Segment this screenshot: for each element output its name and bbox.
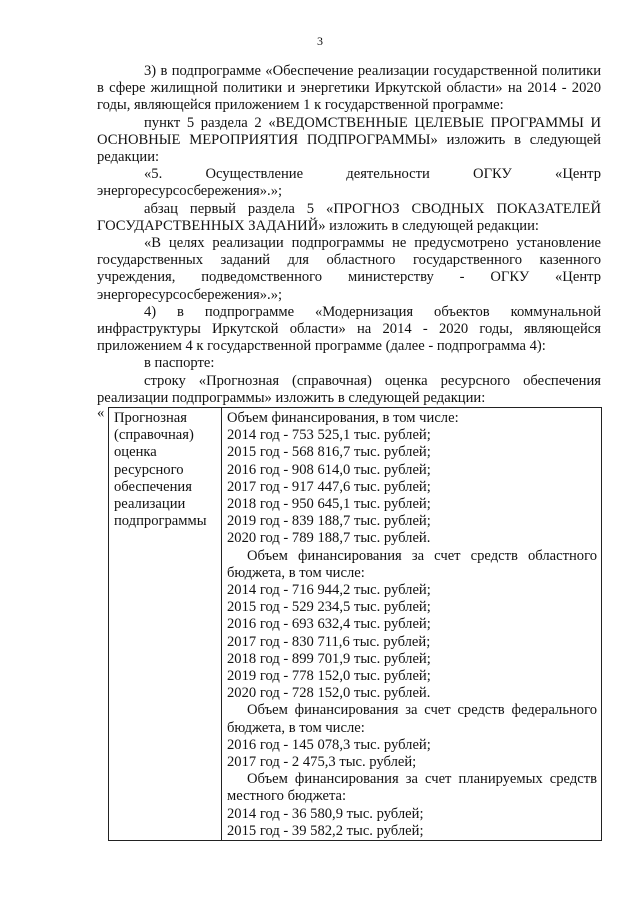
- total-year-line: 2017 год - 917 447,6 тыс. рублей;: [227, 478, 431, 495]
- regional-year-line: 2017 год - 830 711,6 тыс. рублей;: [227, 633, 431, 650]
- federal-heading: Объем финансирования за счет средств федерального: [247, 702, 597, 719]
- paragraph-passport: в паспорте:: [144, 355, 215, 372]
- regional-year-line: 2020 год - 728 152,0 тыс. рублей.: [227, 685, 431, 702]
- paragraph-subprogram-1: 3) в подпрограмме «Обеспечение реализации государственной политики в сфере жилищной политики и энергетики Иркутской области» на 2014 - 2020 годы, являющейся приложением 1 к государственной программе:: [97, 63, 601, 114]
- total-year-line: 2016 год - 908 614,0 тыс. рублей;: [227, 461, 431, 478]
- regional-heading: Объем финансирования за счет средств областного: [247, 547, 597, 564]
- local-heading-cont: местного бюджета:: [227, 788, 347, 805]
- row-label-line: подпрограммы: [114, 513, 207, 530]
- row-label-line: ресурсного: [114, 461, 184, 478]
- row-label-line: Прогнозная: [114, 410, 187, 426]
- local-year-line: 2014 год - 36 580,9 тыс. рублей;: [227, 805, 424, 822]
- page-number: 3: [317, 34, 323, 48]
- local-year-line: 2015 год - 39 582,2 тыс. рублей;: [227, 822, 424, 839]
- federal-heading-cont: бюджета, в том числе:: [227, 719, 365, 736]
- row-label-line: оценка: [114, 444, 157, 461]
- row-label-line: реализации: [114, 496, 186, 513]
- row-label-cell: [109, 408, 222, 841]
- federal-year-line: 2016 год - 145 078,3 тыс. рублей;: [227, 736, 431, 753]
- resource-table: [108, 407, 602, 841]
- federal-year-line: 2017 год - 2 475,3 тыс. рублей;: [227, 754, 417, 771]
- total-year-line: 2014 год - 753 525,1 тыс. рублей;: [227, 427, 431, 444]
- document-body: [97, 63, 601, 407]
- total-year-line: 2019 год - 839 188,7 тыс. рублей;: [227, 513, 431, 530]
- row-label-line: обеспечения: [114, 478, 192, 495]
- paragraph-section-5: абзац первый раздела 5 «ПРОГНОЗ СВОДНЫХ ПОКАЗАТЕЛЕЙ ГОСУДАРСТВЕННЫХ ЗАДАНИЙ» изложить в следующей редакции:: [97, 200, 601, 234]
- paragraph-item-5-section-2: пункт 5 раздела 2 «ВЕДОМСТВЕННЫЕ ЦЕЛЕВЫЕ ПРОГРАММЫ И ОСНОВНЫЕ МЕРОПРИЯТИЯ ПОДПРОГРАММЫ» изложить в следующей редакции:: [97, 114, 601, 166]
- row-label-line: (справочная): [114, 427, 194, 444]
- regional-year-line: 2019 год - 778 152,0 тыс. рублей;: [227, 668, 431, 685]
- regional-heading-cont: бюджета, в том числе:: [227, 564, 365, 581]
- paragraph-row-replacement: строку «Прогнозная (справочная) оценка ресурсного обеспечения реализации подпрограммы» изложить в следующей редакции:: [97, 372, 601, 406]
- regional-year-line: 2018 год - 899 701,9 тыс. рублей;: [227, 650, 431, 667]
- paragraph-section-5-text: «В целях реализации подпрограммы не предусмотрено установление государственных заданий для областного государственного казенного учреждения, подведомственного министерству - ОГКУ «Центр энергоресурсосбережения».»;: [97, 235, 601, 303]
- regional-year-line: 2016 год - 693 632,4 тыс. рублей;: [227, 616, 431, 633]
- local-heading: Объем финансирования за счет планируемых средств: [247, 771, 597, 788]
- row-value-cell: [222, 408, 602, 841]
- table-row: [109, 408, 602, 841]
- paragraph-subprogram-4: 4) в подпрограмме «Модернизация объектов коммунальной инфраструктуры Иркутской области» на 2014 - 2020 годы, являющейся приложением 4 к государственной программе (далее - подпрограмма 4):: [97, 303, 601, 355]
- paragraph-item-5-text: «5. Осуществление деятельности ОГКУ «Центр энергоресурсосбережения».»;: [97, 166, 601, 200]
- regional-year-line: 2015 год - 529 234,5 тыс. рублей;: [227, 599, 431, 616]
- total-year-line: 2020 год - 789 188,7 тыс. рублей.: [227, 530, 431, 547]
- total-year-line: 2018 год - 950 645,1 тыс. рублей;: [227, 496, 431, 513]
- table-open-quote: «: [97, 405, 105, 421]
- regional-year-line: 2014 год - 716 944,2 тыс. рублей;: [227, 582, 431, 599]
- total-heading: Объем финансирования, в том числе:: [227, 410, 459, 426]
- total-year-line: 2015 год - 568 816,7 тыс. рублей;: [227, 444, 431, 461]
